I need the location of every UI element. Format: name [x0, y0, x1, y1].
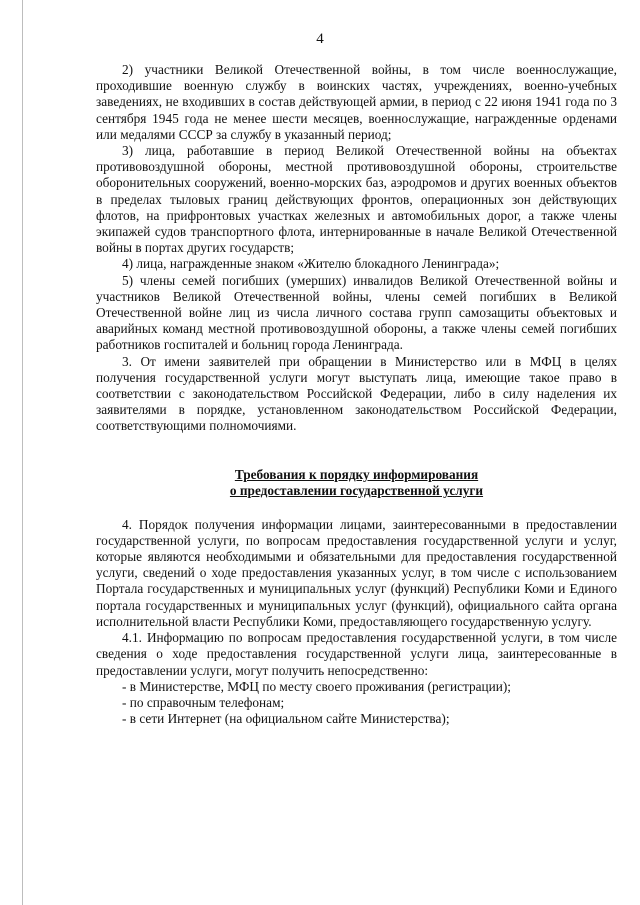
scan-edge-line — [22, 0, 23, 905]
list-item: - по справочным телефонам; — [122, 694, 285, 710]
document-body — [96, 62, 617, 727]
info-channels-list — [96, 679, 617, 728]
section-heading-line-1: Требования к порядку информирования — [234, 466, 479, 482]
paragraph-clause-4: 4. Порядок получения информации лицами, заинтересованными в предоставлении государственной услуги, по вопросам предоставления государственной услуги и услуг, которые являются необходимыми и обязательными для предоставления государственной услуги, сведений о ходе предоставления указанных услуг, в том числе с использованием Портала государственных и муниципальных услуг (функций) Республики Коми и Единого портала государственных и муниципальных услуг (функций), официального сайта органа исполнительной власти Республики Коми, предоставляющего государственную услугу. — [96, 516, 617, 629]
page-number: 4 — [316, 31, 324, 47]
list-item: - в сети Интернет (на официальном сайте Министерства); — [122, 711, 450, 727]
paragraph-item-5: 5) члены семей погибших (умерших) инвалидов Великой Отечественной войны и участников Великой Отечественной войны, члены семей погибших в Великой Отечественной войне лиц из числа личного состава групп самозащиты объектовых и аварийных команд местной противовоздушной обороны, а также члены семей погибших работников госпиталей и больниц города Ленинграда. — [96, 272, 617, 353]
list-item: - в Министерстве, МФЦ по месту своего проживания (регистрации); — [122, 678, 511, 694]
paragraph-item-2: 2) участники Великой Отечественной войны, в том числе военнослужащие, проходившие военную службу в воинских частях, учреждениях, военно-учебных заведениях, не входивших в состав действующей армии, в период с 22 июня 1941 года по 3 сентября 1945 года не менее шести месяцев, военнослужащие, награжденные орденами или медалями СССР за службу в указанный период; — [96, 62, 617, 142]
paragraph-clause-3: 3. От имени заявителей при обращении в Министерство или в МФЦ в целях получения государственной услуги могут выступать лица, имеющие такое право в соответствии с законодательством Российской Федерации, либо в силу наделения их заявителями в порядке, установленном законодательством Российской Федерации, соответствующими полномочиями. — [96, 353, 617, 434]
section-heading — [96, 467, 617, 500]
paragraph-clause-4-1: 4.1. Информацию по вопросам предоставления государственной услуги, в том числе сведения о ходе предоставления государственной услуги лица, заинтересованные в предоставлении услуги, могут получить непосредственно: — [96, 630, 617, 678]
paragraph-item-3: 3) лица, работавшие в период Великой Отечественной войны на объектах противовоздушной обороны, местной противовоздушной обороны, строительстве оборонительных сооружений, военно-морских баз, аэродромов и других военных объектов в пределах тыловых границ действующих фронтов, операционных зон действующих флотов, на прифронтовых участках железных и автомобильных дорог, а также члены экипажей судов транспортного флота, интернированные в начале Великой Отечественной войны в портах других государств; — [96, 143, 617, 256]
section-heading-line-2: о предоставлении государственной услуги — [229, 483, 484, 499]
paragraph-item-4: 4) лица, награжденные знаком «Жителю блокадного Ленинграда»; — [122, 256, 500, 272]
